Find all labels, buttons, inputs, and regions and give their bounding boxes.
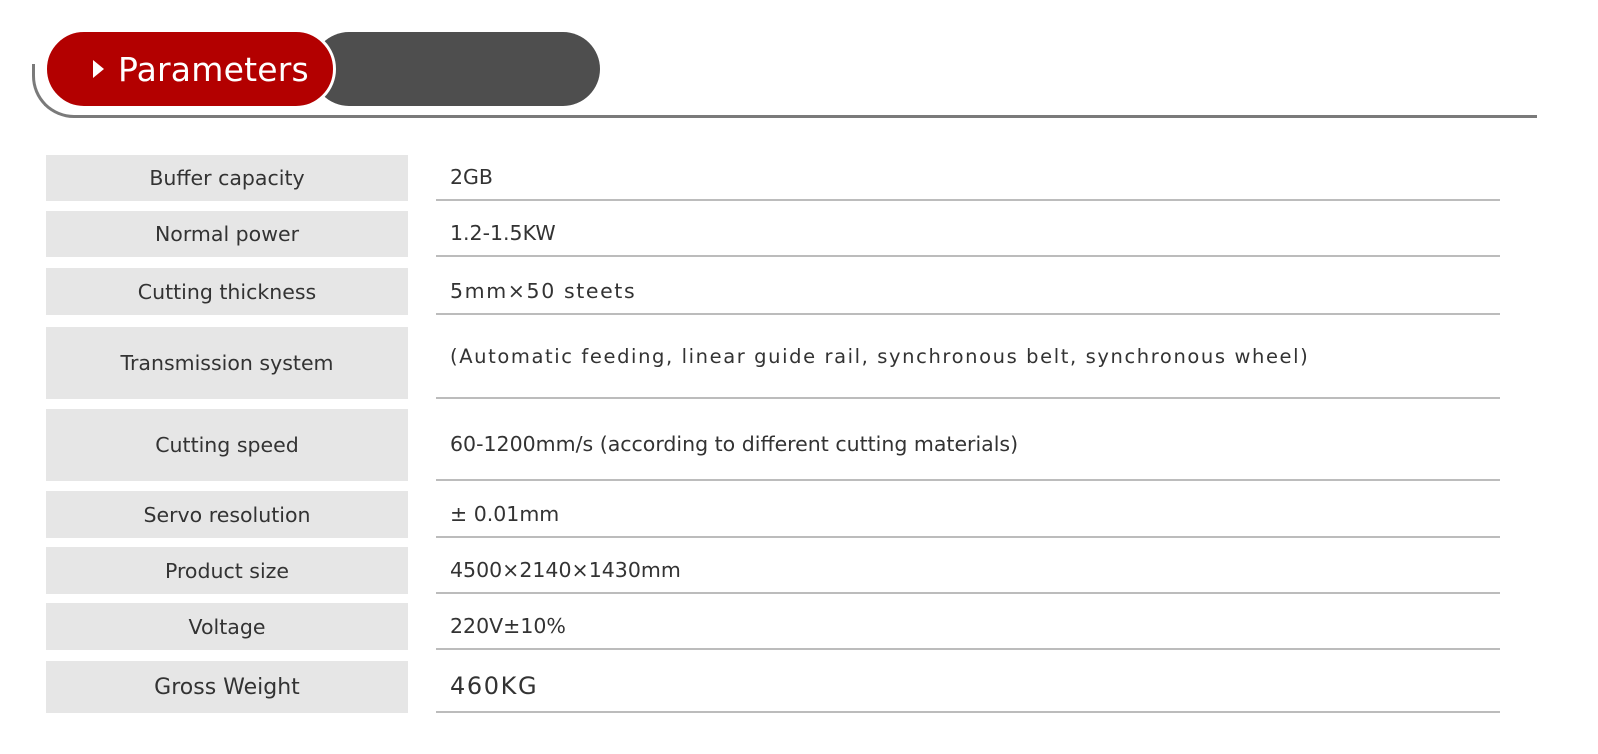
param-value: 1.2-1.5KW (436, 211, 1500, 257)
table-row (0, 155, 1598, 201)
table-row (0, 491, 1598, 538)
param-label: Servo resolution (46, 491, 408, 538)
param-value: 460KG (436, 661, 1500, 713)
param-value: 4500×2140×1430mm (436, 547, 1500, 594)
param-label: Cutting thickness (46, 268, 408, 315)
param-value: 2GB (436, 155, 1500, 201)
table-row (0, 603, 1598, 650)
param-value: 220V±10% (436, 603, 1500, 650)
param-value: ± 0.01mm (436, 491, 1500, 538)
table-row (0, 547, 1598, 594)
param-label: Voltage (46, 603, 408, 650)
table-row (0, 211, 1598, 257)
param-value: 60-1200mm/s (according to different cutting materials) (436, 409, 1500, 481)
param-label: Buffer capacity (46, 155, 408, 201)
param-label: Gross Weight (46, 661, 408, 713)
table-row (0, 409, 1598, 481)
table-row (0, 327, 1598, 399)
param-label: Transmission system (46, 327, 408, 399)
table-row (0, 268, 1598, 315)
param-label: Product size (46, 547, 408, 594)
tab-parameters-label: Parameters (118, 49, 309, 89)
param-value: 5mm×50 steets (436, 268, 1500, 315)
param-label: Cutting speed (46, 409, 408, 481)
table-row (0, 661, 1598, 713)
param-label: Normal power (46, 211, 408, 257)
param-value: (Automatic feeding, linear guide rail, synchronous belt, synchronous wheel) (436, 327, 1500, 399)
